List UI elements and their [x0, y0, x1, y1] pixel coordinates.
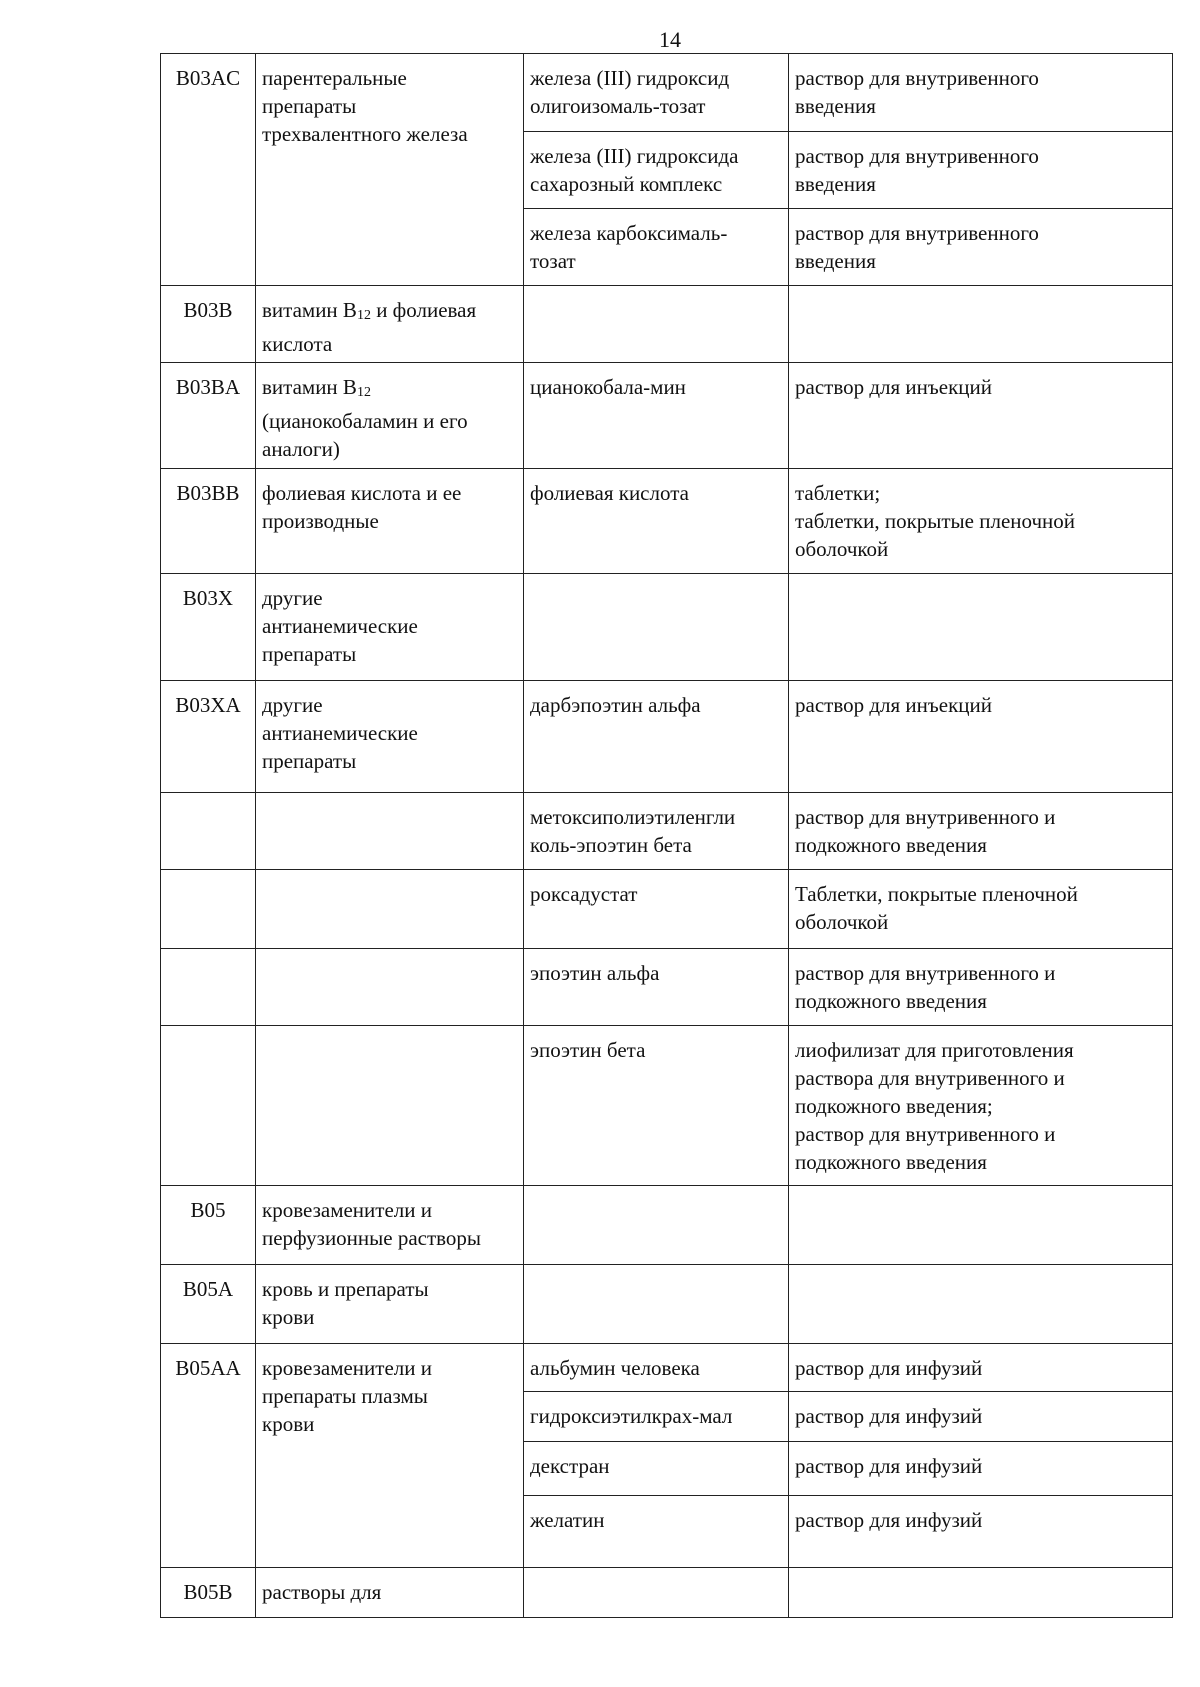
drug-cell: железа (III) гидроксид олигоизомаль-тозат	[524, 54, 789, 132]
atc-code-cell	[161, 949, 256, 1026]
drug-cell	[524, 574, 789, 681]
table-row	[161, 574, 1173, 681]
atc-code-cell: B03BB	[161, 469, 256, 574]
drug-cell: альбумин человека	[524, 1344, 789, 1392]
group-cell: фолиевая кислота и ее производные	[256, 469, 524, 574]
group-cell: витамин $B_{12}$ и фолиевая кислота	[256, 286, 524, 363]
drug-cell	[524, 1568, 789, 1618]
drug-cell: декстран	[524, 1442, 789, 1496]
table-row	[161, 870, 1173, 949]
atc-code-cell	[161, 1026, 256, 1186]
drug-cell: роксадустат	[524, 870, 789, 949]
form-cell: раствор для инъекций	[789, 363, 1173, 469]
group-cell: кровезаменители и перфузионные растворы	[256, 1186, 524, 1265]
page-number: 14	[659, 27, 681, 52]
form-cell: раствор для инфузий	[789, 1442, 1173, 1496]
group-cell: кровь и препараты крови	[256, 1265, 524, 1344]
drug-cell: железа карбоксималь- тозат	[524, 209, 789, 286]
drug-cell: цианокобала-мин	[524, 363, 789, 469]
atc-code-cell: B03B	[161, 286, 256, 363]
table-row	[161, 1265, 1173, 1344]
atc-code-cell: B03AC	[161, 54, 256, 286]
form-cell	[789, 574, 1173, 681]
table-row	[161, 1568, 1173, 1618]
drug-table	[160, 53, 1173, 1618]
table-row	[161, 469, 1173, 574]
drug-cell: метоксиполиэтиленгли коль-эпоэтин бета	[524, 793, 789, 870]
form-cell: раствор для инфузий	[789, 1392, 1173, 1442]
group-cell: кровезаменители и препараты плазмы крови	[256, 1344, 524, 1568]
group-cell: другие антианемические препараты	[256, 681, 524, 793]
group-cell: витамин $B_{12}$ (цианокобаламин и его аналоги)	[256, 363, 524, 469]
form-cell: раствор для инфузий	[789, 1344, 1173, 1392]
form-cell: раствор для внутривенного введения	[789, 132, 1173, 209]
atc-code-cell: B03BA	[161, 363, 256, 469]
atc-code-cell	[161, 793, 256, 870]
form-cell	[789, 1186, 1173, 1265]
drug-cell: гидроксиэтилкрах-мал	[524, 1392, 789, 1442]
drug-cell: дарбэпоэтин альфа	[524, 681, 789, 793]
drug-cell: эпоэтин бета	[524, 1026, 789, 1186]
form-cell	[789, 286, 1173, 363]
table-row	[161, 681, 1173, 793]
form-cell: раствор для инфузий	[789, 1496, 1173, 1568]
group-cell: другие антианемические препараты	[256, 574, 524, 681]
form-cell: таблетки; таблетки, покрытые пленочной оболочкой	[789, 469, 1173, 574]
group-cell	[256, 793, 524, 870]
table-row	[161, 1026, 1173, 1186]
drug-cell	[524, 1186, 789, 1265]
atc-code-cell	[161, 870, 256, 949]
table-row	[161, 363, 1173, 469]
atc-code-cell: B05AA	[161, 1344, 256, 1568]
form-cell	[789, 1265, 1173, 1344]
atc-code-cell: B05	[161, 1186, 256, 1265]
atc-code-cell: B03X	[161, 574, 256, 681]
group-cell	[256, 870, 524, 949]
drug-cell	[524, 1265, 789, 1344]
form-cell	[789, 1568, 1173, 1618]
group-cell	[256, 949, 524, 1026]
atc-code-cell: B05B	[161, 1568, 256, 1618]
form-cell: раствор для инъекций	[789, 681, 1173, 793]
form-cell: раствор для внутривенного и подкожного введения	[789, 793, 1173, 870]
drug-cell	[524, 286, 789, 363]
form-cell: раствор для внутривенного введения	[789, 209, 1173, 286]
drug-cell: желатин	[524, 1496, 789, 1568]
atc-code-cell: B03XA	[161, 681, 256, 793]
group-cell: парентеральные препараты трехвалентного железа	[256, 54, 524, 286]
form-cell: раствор для внутривенного и подкожного введения	[789, 949, 1173, 1026]
table-row	[161, 286, 1173, 363]
atc-code-cell: B05A	[161, 1265, 256, 1344]
drug-cell: железа (III) гидроксида сахарозный комплекс	[524, 132, 789, 209]
group-cell	[256, 1026, 524, 1186]
table-row	[161, 793, 1173, 870]
form-cell: раствор для внутривенного введения	[789, 54, 1173, 132]
table-row	[161, 1344, 1173, 1392]
form-cell: лиофилизат для приготовления раствора для внутривенного и подкожного введения; раствор для внутривенного и подкожного введения	[789, 1026, 1173, 1186]
group-cell: растворы для	[256, 1568, 524, 1618]
form-cell: Таблетки, покрытые пленочной оболочкой	[789, 870, 1173, 949]
table-row	[161, 949, 1173, 1026]
drug-cell: эпоэтин альфа	[524, 949, 789, 1026]
drug-cell: фолиевая кислота	[524, 469, 789, 574]
table-row	[161, 54, 1173, 132]
table-row	[161, 1186, 1173, 1265]
